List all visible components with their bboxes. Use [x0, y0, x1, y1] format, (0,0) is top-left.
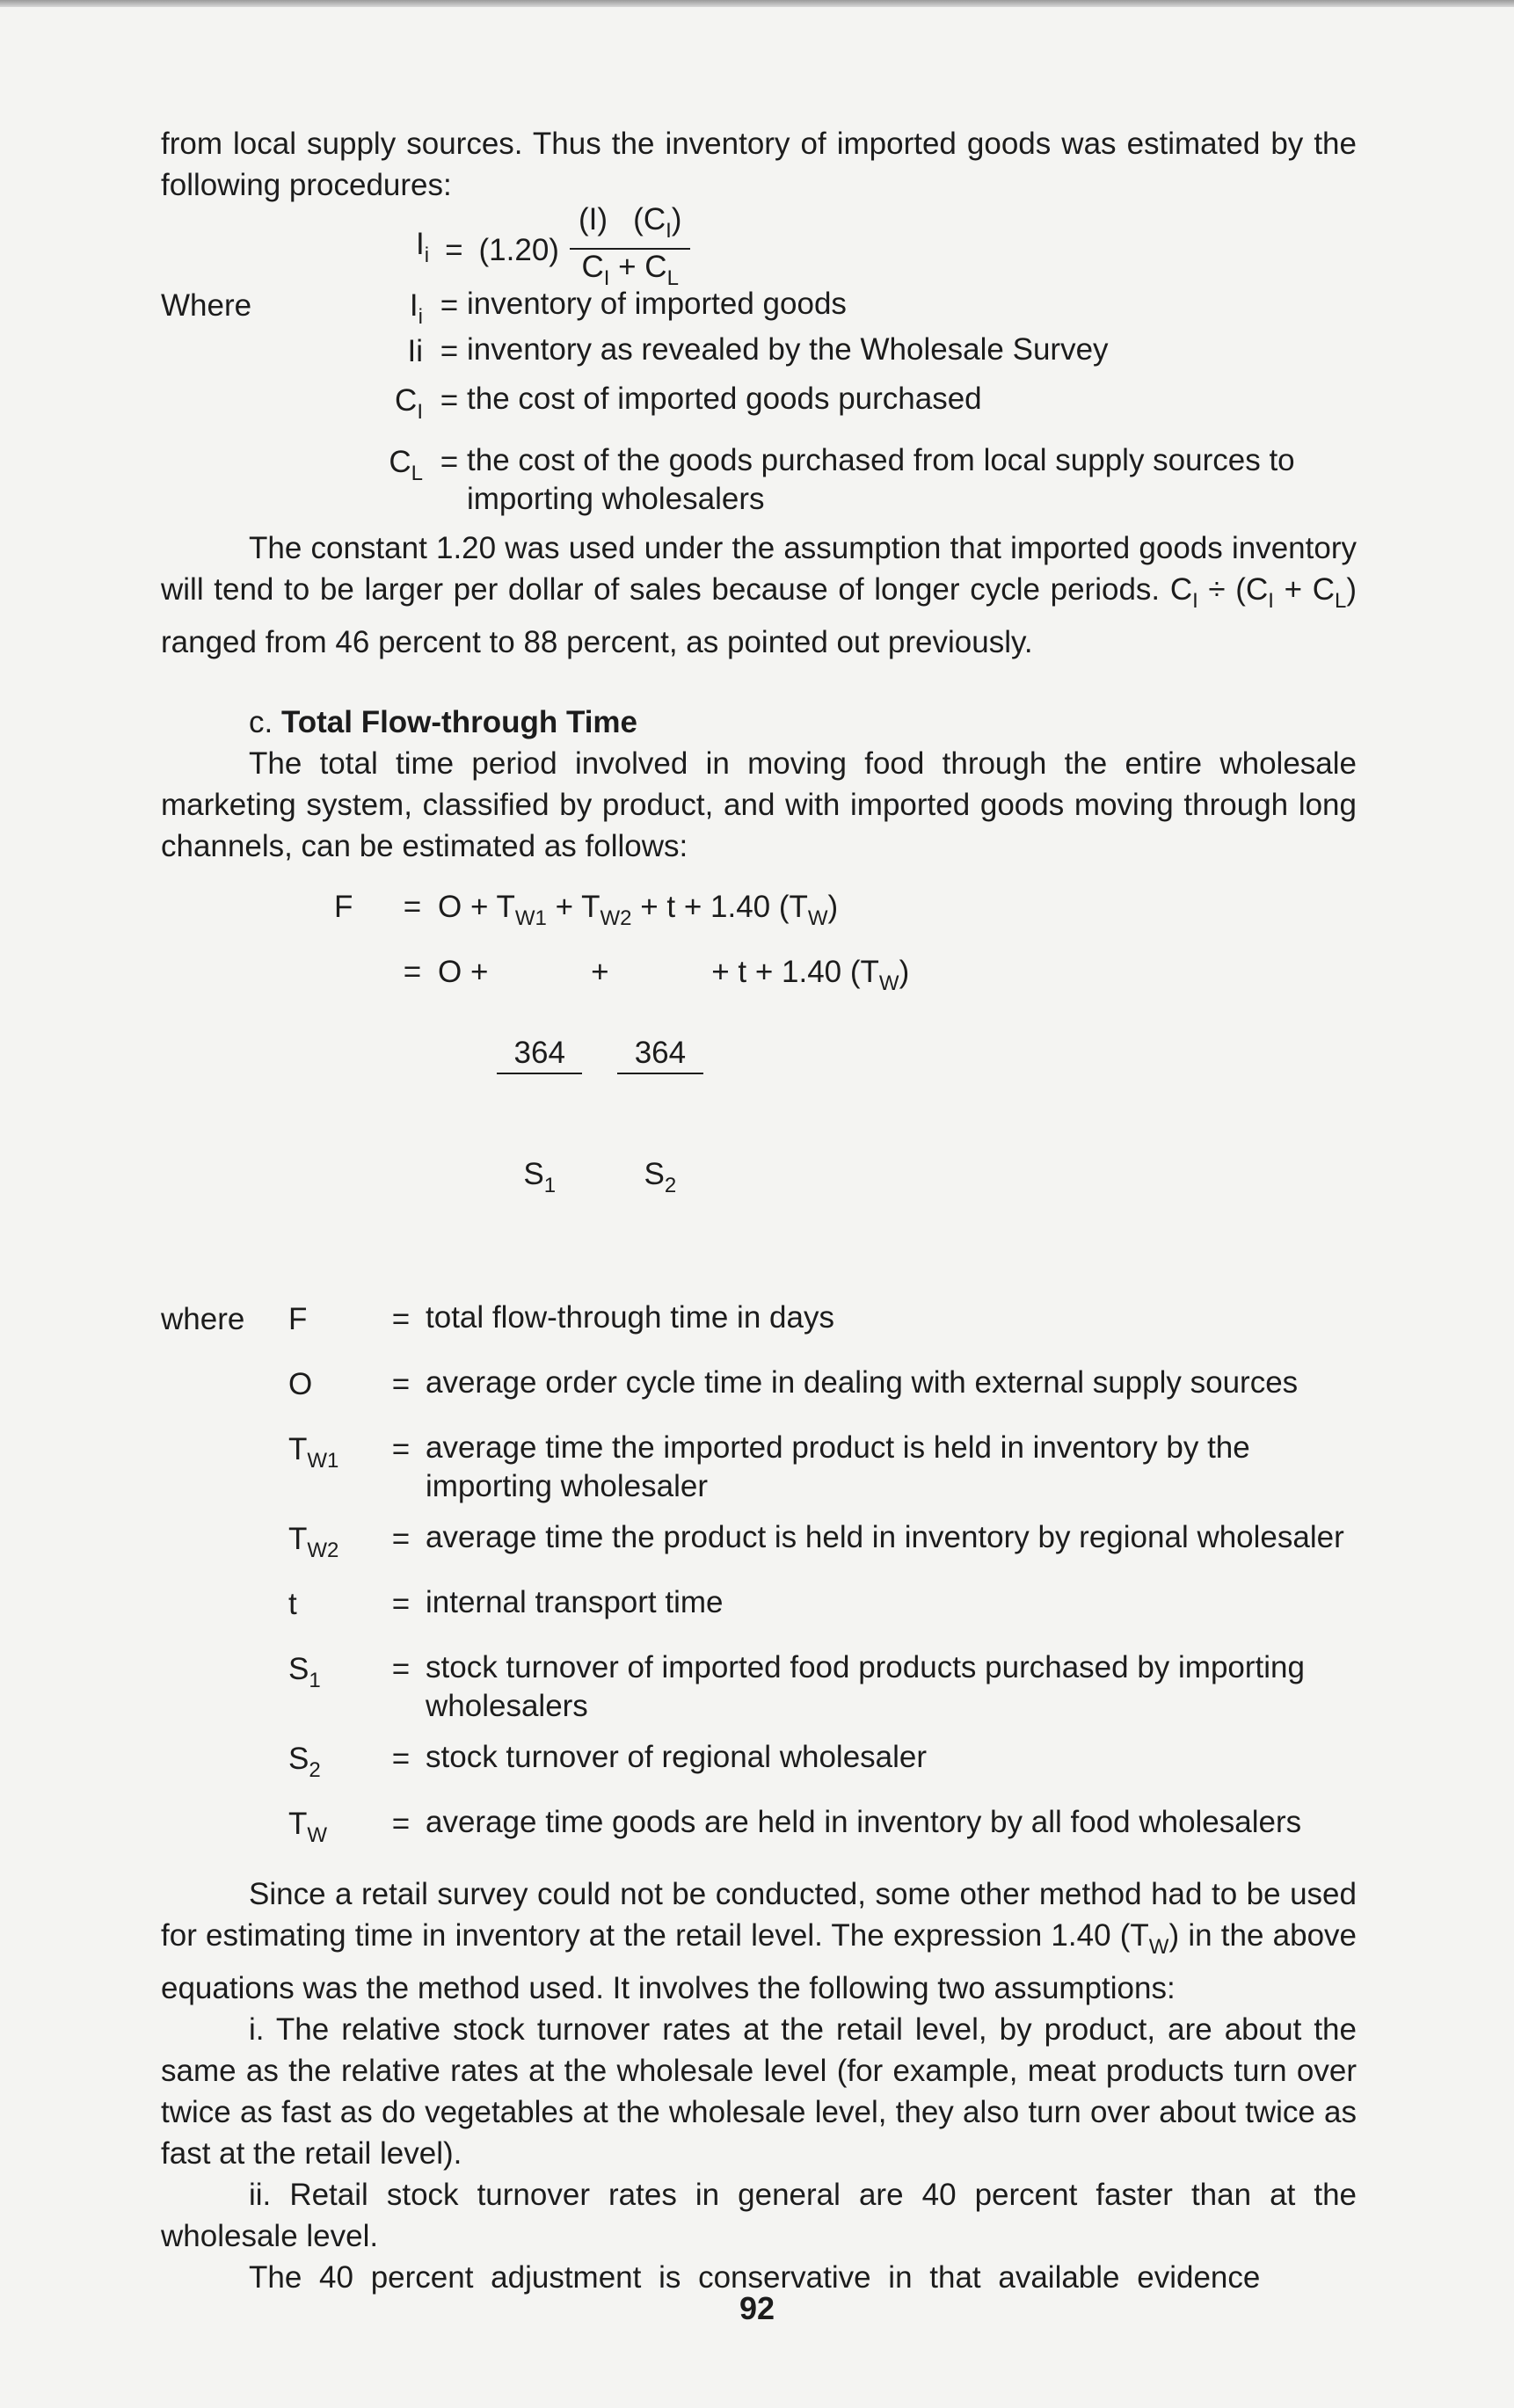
formula1-numerator: (I) $(C_I)$ [570, 203, 690, 250]
definition-row [161, 1518, 1357, 1571]
definition-symbol: $S_2$ [288, 1742, 321, 1782]
document-page [161, 123, 1357, 2298]
intro-paragraph: from local supply sources. Thus the inventory of imported goods was estimated by the following procedures: [161, 127, 1357, 202]
definition-text: the cost of the goods purchased from local supply sources to importing wholesalers [467, 443, 1295, 516]
definition-row [161, 1583, 1357, 1636]
definition-row [161, 331, 1357, 380]
closing-paragraph: The 40 percent adjustment is conservative in that available evidence [249, 2260, 1261, 2295]
definition-equals: = [440, 334, 459, 368]
assumption-i: i. The relative stock turnover rates at the retail level, by product, are about the same as the relative rates at the wholesale level (for example, meat products turn over twice as fast as do vegetables at the wholesale level, they also turn over about twice as fast at the retail level). [161, 2012, 1357, 2171]
definition-equals: = [391, 1367, 411, 1401]
definition-row [161, 441, 1357, 519]
formula1-lhs: $I_i$ [416, 227, 430, 267]
definition-text: stock turnover of imported food products purchased by importing wholesalers [426, 1650, 1305, 1723]
definition-symbol: $T_{W1}$ [288, 1432, 339, 1473]
formula2-expanded: O + $\frac{364}{S_1}$ + $\frac{364}{S_2}$ + t + 1.40 $(T_W)$ [438, 951, 909, 1286]
definition-equals: = [440, 445, 459, 479]
page-number: 92 [739, 2290, 775, 2326]
definition-symbol: $S_1$ [288, 1652, 321, 1692]
definition-equals: = [391, 1652, 411, 1686]
formula1-coefficient: (1.20) [478, 232, 559, 267]
definition-text: average time the imported product is held in inventory by the importing wholesaler [426, 1430, 1250, 1503]
constant-paragraph: The constant 1.20 was used under the assumption that imported goods inventory will tend to be larger per dollar of sales because of longer cycle periods. $C_I \div (C_I + C_L)$ ranged from 46 percent to 88 percent, as pointed out previously. [161, 531, 1357, 659]
formula-flow-through [161, 886, 1357, 1286]
definition-text: average time the product is held in inventory by regional wholesaler [426, 1520, 1344, 1554]
definition-row [161, 1364, 1357, 1416]
definition-equals: = [391, 1302, 411, 1336]
formula2-line-2 [334, 951, 1357, 1286]
definition-row [161, 1299, 1357, 1351]
definition-text: inventory of imported goods [467, 287, 847, 321]
formula2-line-1 [334, 886, 1357, 939]
definition-equals: = [391, 1807, 411, 1841]
formula2-equals: = [403, 955, 422, 989]
definition-text: inventory as revealed by the Wholesale Survey [467, 332, 1109, 367]
definition-equals: = [440, 288, 459, 323]
definition-symbol: $C_I$ [395, 383, 423, 424]
formula2-expression: $O + T_{W1} + T_{W2} + t + 1.40$ $(T_W)$ [438, 890, 839, 930]
formula2-lhs: F [334, 890, 353, 924]
definition-row [161, 1803, 1357, 1856]
definition-text: internal transport time [426, 1585, 724, 1619]
formula1-fraction [570, 203, 690, 296]
formula1-equals: = [445, 232, 463, 267]
definition-symbol: Ii [407, 334, 423, 368]
formula-imported-inventory [416, 202, 1357, 290]
definition-row [161, 1648, 1357, 1726]
definition-text: average time goods are held in inventory by all food wholesalers [426, 1805, 1302, 1839]
definition-row [161, 1429, 1357, 1506]
definition-equals: = [391, 1432, 411, 1466]
where-label: Where [161, 288, 252, 323]
definition-equals: = [391, 1587, 411, 1621]
definition-symbol: $T_W$ [288, 1807, 328, 1847]
section-heading: c. Total Flow-through Time [249, 705, 638, 739]
total-flow-paragraph: The total time period involved in moving food through the entire wholesale marketing system, classified by product, and with imported goods moving through long channels, can be estimated as follows: [161, 746, 1357, 863]
definition-text: the cost of imported goods purchased [467, 382, 982, 416]
definition-text: average order cycle time in dealing with external supply sources [426, 1365, 1299, 1400]
definition-equals: = [391, 1742, 411, 1776]
definitions-block-2 [161, 1299, 1357, 1856]
definition-equals: = [440, 383, 459, 418]
page-top-edge [0, 0, 1514, 7]
definition-symbol: t [288, 1587, 297, 1621]
definition-text: total flow-through time in days [426, 1300, 834, 1335]
definition-symbol: $T_{W2}$ [288, 1522, 339, 1562]
formula2-fraction-2: $\frac{364}{S_2}$ [617, 951, 702, 1286]
formula2-equals: = [403, 890, 422, 924]
definition-row [161, 1738, 1357, 1791]
definition-row [161, 285, 1357, 331]
formula2-fraction-1: $\frac{364}{S_1}$ [497, 951, 582, 1286]
definition-symbol: O [288, 1367, 313, 1401]
definition-symbol: $I_i$ [409, 288, 423, 329]
definition-equals: = [391, 1522, 411, 1556]
definitions-block-1 [161, 285, 1357, 519]
definition-symbol: F [288, 1302, 308, 1336]
formula1-denominator: $C_I + C_L$ [581, 250, 679, 290]
assumption-ii: ii. Retail stock turnover rates in general are 40 percent faster than at the wholesale level. [161, 2178, 1357, 2253]
definition-text: stock turnover of regional wholesaler [426, 1740, 928, 1774]
where-label: where [161, 1302, 245, 1336]
retail-paragraph: Since a retail survey could not be conducted, some other method had to be used for estimating time in inventory at the retail level. The expression 1.40 $(T_W)$ in the above equations was the method used. It involves the following two assumptions: [161, 1877, 1358, 2005]
definition-row [161, 380, 1357, 441]
definition-symbol: $C_L$ [389, 445, 423, 485]
